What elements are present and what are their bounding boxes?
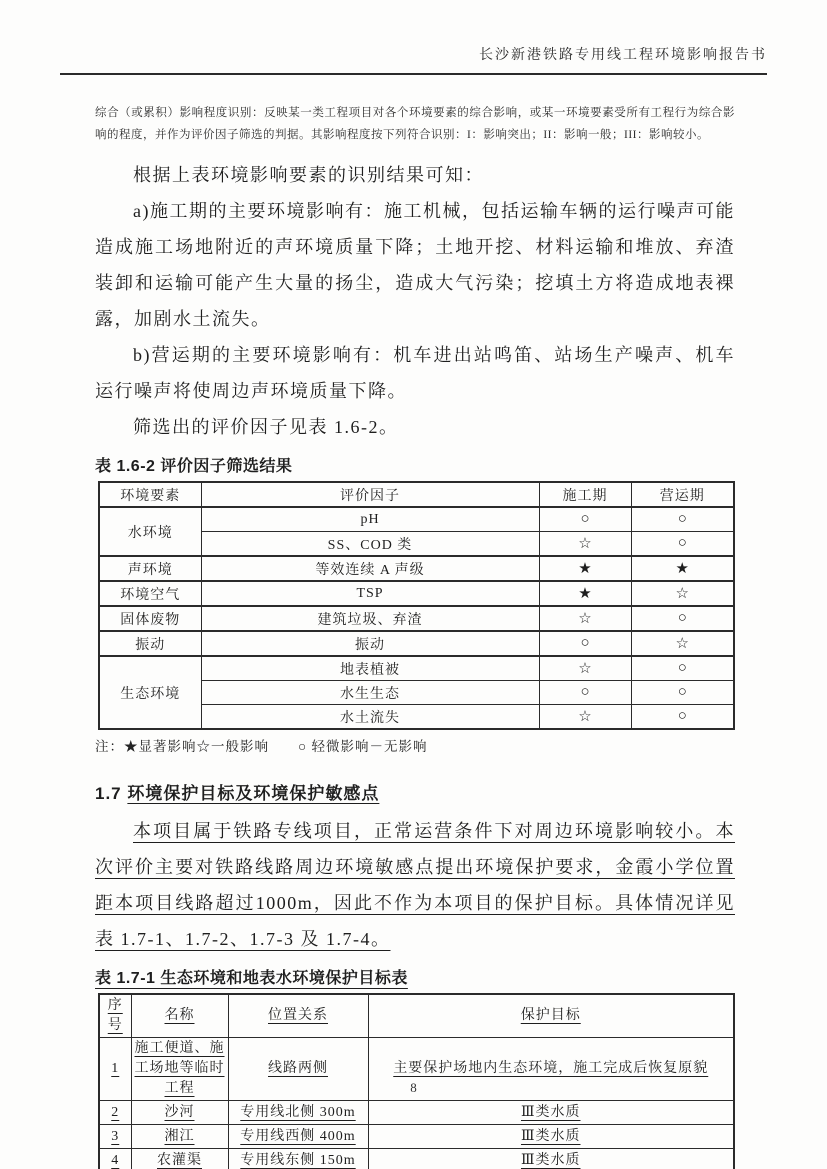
cell-factor: SS、COD 类 [201,532,539,557]
cell-factor: 水土流失 [201,705,539,730]
cell-location: 专用线东侧 150m [228,1149,368,1169]
section-title: 环境保护目标及环境保护敏感点 [127,784,380,803]
paragraph-operation-impact: b)营运期的主要环境影响有：机车进出站鸣笛、站场生产噪声、机车运行噪声将使周边声环境质量下降。 [95,345,735,401]
cell-target: Ⅲ类水质 [368,1149,734,1169]
cell-factor: 等效连续 A 声级 [201,556,539,581]
page-content [95,102,735,1169]
page-header-title: 长沙新港铁路专用线工程环境影响报告书 [60,44,767,75]
cell-factor: 振动 [201,631,539,656]
cell-construction-symbol: ☆ [539,656,631,681]
table-1-6-2-caption: 表 1.6-2 评价因子筛选结果 [95,458,293,475]
cell-operation-symbol: ○ [631,656,734,681]
table-row [99,631,734,656]
cell-index: 1 [99,1038,131,1101]
cell-construction-symbol: ★ [539,556,631,581]
cell-construction-symbol: ☆ [539,532,631,557]
section-1-7-heading [95,779,735,804]
paragraph-construction-impact: a)施工期的主要环境影响有：施工机械，包括运输车辆的运行噪声可能造成施工场地附近的声环境质量下降；土地开挖、材料运输和堆放、弃渣装卸和运输可能产生大量的扬尘，造成大气污染；挖填土方将造成地表裸露，加剧水土流失。 [95,201,735,329]
cell-operation-symbol: ○ [631,507,734,532]
cell-index: 3 [99,1125,131,1149]
table-row [99,606,734,631]
section-number: 1.7 [95,784,122,803]
cell-construction-symbol: ○ [539,631,631,656]
col-header-index: 序号 [99,994,131,1038]
table-row [99,556,734,581]
col-header-operation: 营运期 [631,482,734,507]
section-1-7-paragraph: 本项目属于铁路专线项目，正常运营条件下对周边环境影响较小。本次评价主要对铁路线路周边环境敏感点提出环境保护要求，金霞小学位置距本项目线路超过1000m，因此不作为本项目的保护目标。具体情况详见表 1.7-1、1.7-2、1.7-3 及 1.7-4。 [95,821,735,949]
table-row [99,1149,734,1169]
cell-index: 4 [99,1149,131,1169]
cell-factor: pH [201,507,539,532]
cell-factor: 地表植被 [201,656,539,681]
cell-operation-symbol: ☆ [631,631,734,656]
col-header-target: 保护目标 [368,994,734,1038]
cell-operation-symbol: ★ [631,556,734,581]
table-row [99,581,734,606]
cell-construction-symbol: ★ [539,581,631,606]
cell-factor: TSP [201,581,539,606]
cell-target: Ⅲ类水质 [368,1101,734,1125]
cell-element: 水环境 [99,507,201,556]
cell-location: 线路两侧 [228,1038,368,1101]
cell-operation-symbol: ○ [631,606,734,631]
cell-element: 环境空气 [99,581,201,606]
cell-location: 专用线北侧 300m [228,1101,368,1125]
cell-element: 生态环境 [99,656,201,729]
cell-construction-symbol: ☆ [539,705,631,730]
cell-operation-symbol: ○ [631,705,734,730]
cell-name: 湘江 [131,1125,228,1149]
col-header-construction: 施工期 [539,482,631,507]
cell-name: 沙河 [131,1101,228,1125]
col-header-element: 环境要素 [99,482,201,507]
table-row [99,507,734,532]
table-row [99,1125,734,1149]
col-header-name: 名称 [131,994,228,1038]
page-number: 8 [410,1080,417,1095]
table-1-6-2 [98,481,735,730]
cell-construction-symbol: ☆ [539,606,631,631]
intro-paragraph: 综合（或累积）影响程度识别：反映某一类工程项目对各个环境要素的综合影响，或某一环境要素受所有工程行为综合影响的程度，并作为评价因子筛选的判据。其影响程度按下列符合识别：I：影响突出；II：影响一般；III：影响较小。 [95,107,735,141]
cell-target: Ⅲ类水质 [368,1125,734,1149]
col-header-location: 位置关系 [228,994,368,1038]
cell-operation-symbol: ○ [631,532,734,557]
cell-factor: 水生生态 [201,681,539,705]
cell-element: 固体废物 [99,606,201,631]
cell-element: 声环境 [99,556,201,581]
cell-factor: 建筑垃圾、弃渣 [201,606,539,631]
cell-location: 专用线西侧 400m [228,1125,368,1149]
cell-element: 振动 [99,631,201,656]
table-1-7-1-caption: 表 1.7-1 生态环境和地表水环境保护目标表 [95,970,408,987]
cell-name: 施工便道、施工场地等临时工程 [131,1038,228,1101]
cell-name: 农灌渠 [131,1149,228,1169]
paragraph-result-intro: 根据上表环境影响要素的识别结果可知： [133,165,484,185]
table-row [99,656,734,681]
paragraph-screening-ref: 筛选出的评价因子见表 1.6-2。 [133,417,399,437]
cell-operation-symbol: ☆ [631,581,734,606]
table-header-row [99,482,734,507]
table-row [99,1101,734,1125]
cell-construction-symbol: ○ [539,507,631,532]
cell-index: 2 [99,1101,131,1125]
table-header-row [99,994,734,1038]
cell-construction-symbol: ○ [539,681,631,705]
table-legend-note: 注：★显著影响☆一般影响 ○ 轻微影响－无影响 [95,739,428,754]
col-header-factor: 评价因子 [201,482,539,507]
cell-target: 主要保护场地内生态环境，施工完成后恢复原貌 [368,1038,734,1101]
cell-operation-symbol: ○ [631,681,734,705]
